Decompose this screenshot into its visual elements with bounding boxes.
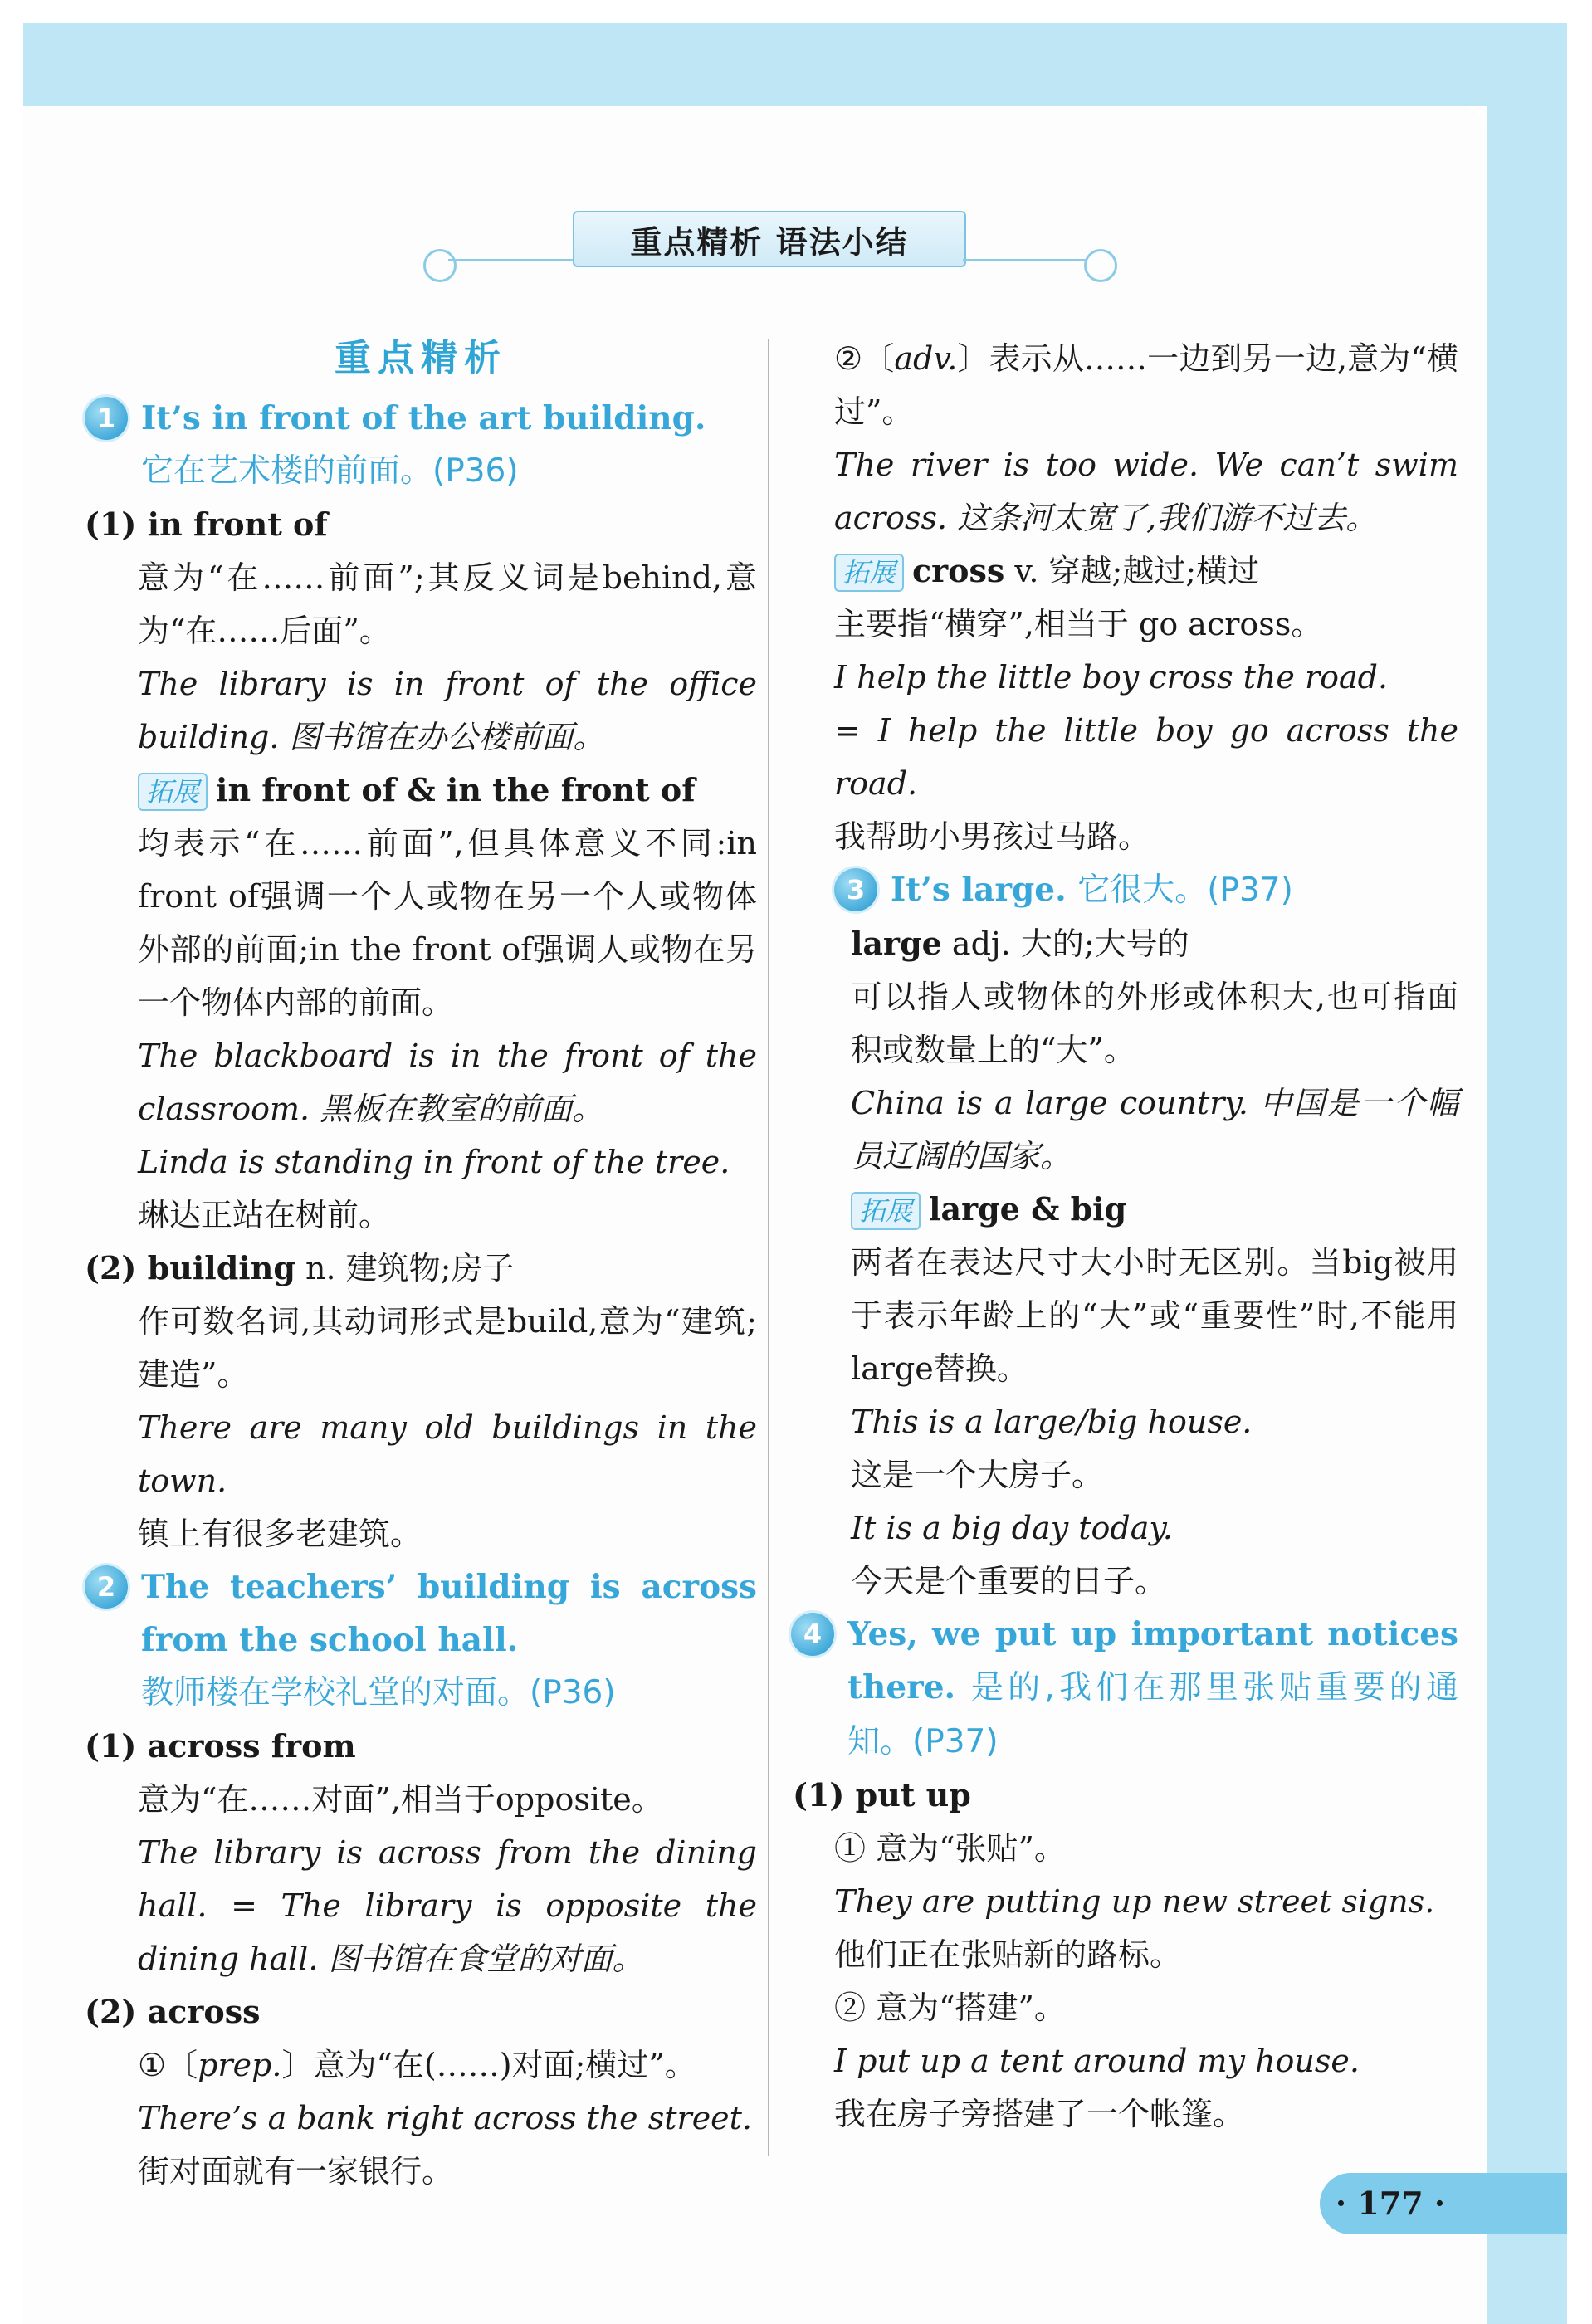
key-point-1-translation: 它在艺术楼的前面。(P36) [141, 452, 519, 490]
explanation: 意为“在……对面”,相当于opposite。 [138, 1781, 663, 1818]
subheading [834, 917, 1458, 970]
example-sentence: = I help the little boy go across the road. [834, 712, 1458, 802]
example-sentence: There are many old buildings in the town. [138, 1409, 757, 1499]
extension-heading [85, 764, 757, 817]
number-badge-icon: 2 [85, 1565, 128, 1609]
example-sentence: Linda is standing in front of the tree. [138, 1144, 730, 1180]
extension-heading [834, 544, 1458, 598]
example-sentence: I help the little boy cross the road. [834, 659, 1389, 696]
key-point-1 [85, 392, 757, 498]
banner-right-swirl-icon [1084, 249, 1117, 282]
number-badge-icon: 4 [791, 1613, 834, 1656]
key-point-2-sentence: The teachers’ building is across from the school hall. [141, 1568, 757, 1659]
example-sentence: The river is too wide. We can’t swim across. 这条河太宽了,我们游不过去。 [834, 447, 1458, 536]
part-of-speech: adv. [894, 340, 958, 377]
example-sentence: It is a big day today. [851, 1510, 1173, 1546]
extension-title: large & big [929, 1190, 1127, 1228]
explanation: ②〔adv.〕表示从……一边到另一边,意为“横过”。 [834, 340, 1458, 430]
top-color-band [23, 23, 1567, 106]
key-point-4-translation: 是的,我们在那里张贴重要的通知。(P37) [847, 1669, 1459, 1760]
page-number: · 177 · [1335, 2185, 1446, 2222]
example-translation: 我在房子旁搭建了一个帐篷。 [834, 2096, 1245, 2132]
part-of-speech: n. 建筑物;房子 [305, 1250, 515, 1286]
key-point-1-sentence: It’s in front of the art building. [141, 399, 706, 437]
section-title: 重点精析 [335, 337, 507, 379]
left-column [85, 332, 757, 2198]
extension-heading [834, 1183, 1458, 1236]
number-badge-icon: 1 [85, 397, 128, 440]
example-translation: 他们正在张贴新的路标。 [834, 1936, 1182, 1973]
key-point-3-sentence: It’s large. [891, 871, 1067, 909]
example-sentence: I put up a tent around my house. [834, 2043, 1360, 2079]
key-point-2 [85, 1560, 757, 1720]
banner-right-line [963, 259, 1087, 261]
banner-left-line [448, 259, 573, 261]
example-sentence: China is a large country. 中国是一个幅员辽阔的国家。 [851, 1085, 1458, 1174]
explanation: ①〔prep.〕意为“在(……)对面;横过”。 [138, 2047, 696, 2083]
key-point-2-translation: 教师楼在学校礼堂的对面。(P36) [141, 1674, 616, 1711]
banner-title: 重点精析 语法小结 [573, 211, 966, 267]
subheading: (1) put up [793, 1776, 971, 1814]
explanation: ② 意为“搭建”。 [834, 1990, 1066, 2026]
example-sentence: They are putting up new street signs. [834, 1883, 1435, 1920]
example-translation: 街对面就有一家银行。 [138, 2153, 454, 2190]
part-of-speech: prep. [198, 2047, 282, 2083]
extension-tag: 拓展 [138, 773, 208, 811]
example-sentence: The library is across from the dining hall. = The library is opposite the dining hall. 图书馆在食堂的对面。 [138, 1834, 757, 1977]
key-point-3-translation: 它很大。(P37) [1077, 872, 1293, 909]
explanation: 作可数名词,其动词形式是build,意为“建筑;建造”。 [138, 1303, 757, 1393]
key-point-3 [834, 863, 1458, 917]
number-badge-icon: 3 [834, 868, 877, 911]
example-sentence: There’s a bank right across the street. [138, 2100, 753, 2136]
part-of-speech: v. 穿越;越过;横过 [1014, 553, 1260, 589]
explanation: 主要指“横穿”,相当于 go across。 [834, 606, 1323, 642]
right-color-band [1487, 23, 1567, 2324]
explanation: 均表示“在……前面”,但具体意义不同:in front of强调一个人或物在另一个人或物体外部的前面;in the front of强调人或物在另一个物体内部的前面。 [138, 825, 757, 1021]
example-translation: 镇上有很多老建筑。 [138, 1516, 422, 1552]
subheading: (1) across from [85, 1727, 356, 1765]
part-of-speech: adj. 大的;大号的 [951, 925, 1189, 962]
subheading: (1) in front of [85, 505, 328, 543]
explanation: 两者在表达尺寸大小时无区别。当big被用于表示年龄上的“大”或“重要性”时,不能用large替换。 [851, 1244, 1458, 1387]
subheading: (2) across [85, 1993, 261, 2030]
explanation: 可以指人或物体的外形或体积大,也可指面积或数量上的“大”。 [851, 979, 1458, 1068]
example-translation: 这是一个大房子。 [851, 1457, 1104, 1493]
key-point-4 [791, 1608, 1458, 1769]
example-translation: 琳达正站在树前。 [138, 1197, 391, 1233]
example-sentence: The library is in front of the office building. 图书馆在办公楼前面。 [138, 666, 757, 755]
key-point-4-sentence: Yes, we put up important notices there. [847, 1615, 1458, 1706]
example-translation: 今天是个重要的日子。 [851, 1563, 1167, 1599]
banner-left-swirl-icon [423, 249, 457, 282]
subheading-word: (2) building [85, 1249, 295, 1286]
right-column [793, 332, 1459, 2141]
header-banner [423, 208, 1112, 282]
example-sentence: The blackboard is in the front of the classroom. 黑板在教室的前面。 [138, 1038, 757, 1127]
subheading-word: large [851, 925, 942, 962]
extension-title: in front of & in the front of [216, 771, 696, 808]
extension-tag: 拓展 [834, 554, 904, 592]
extension-tag: 拓展 [851, 1192, 921, 1230]
explanation: ① 意为“张贴”。 [834, 1830, 1066, 1867]
column-divider [768, 339, 769, 2156]
explanation: 意为“在……前面”;其反义词是behind,意为“在……后面”。 [138, 559, 757, 649]
extension-word: cross [912, 552, 1005, 589]
example-translation: 我帮助小男孩过马路。 [834, 818, 1150, 855]
example-sentence: This is a large/big house. [851, 1404, 1253, 1440]
subheading [85, 1242, 757, 1295]
